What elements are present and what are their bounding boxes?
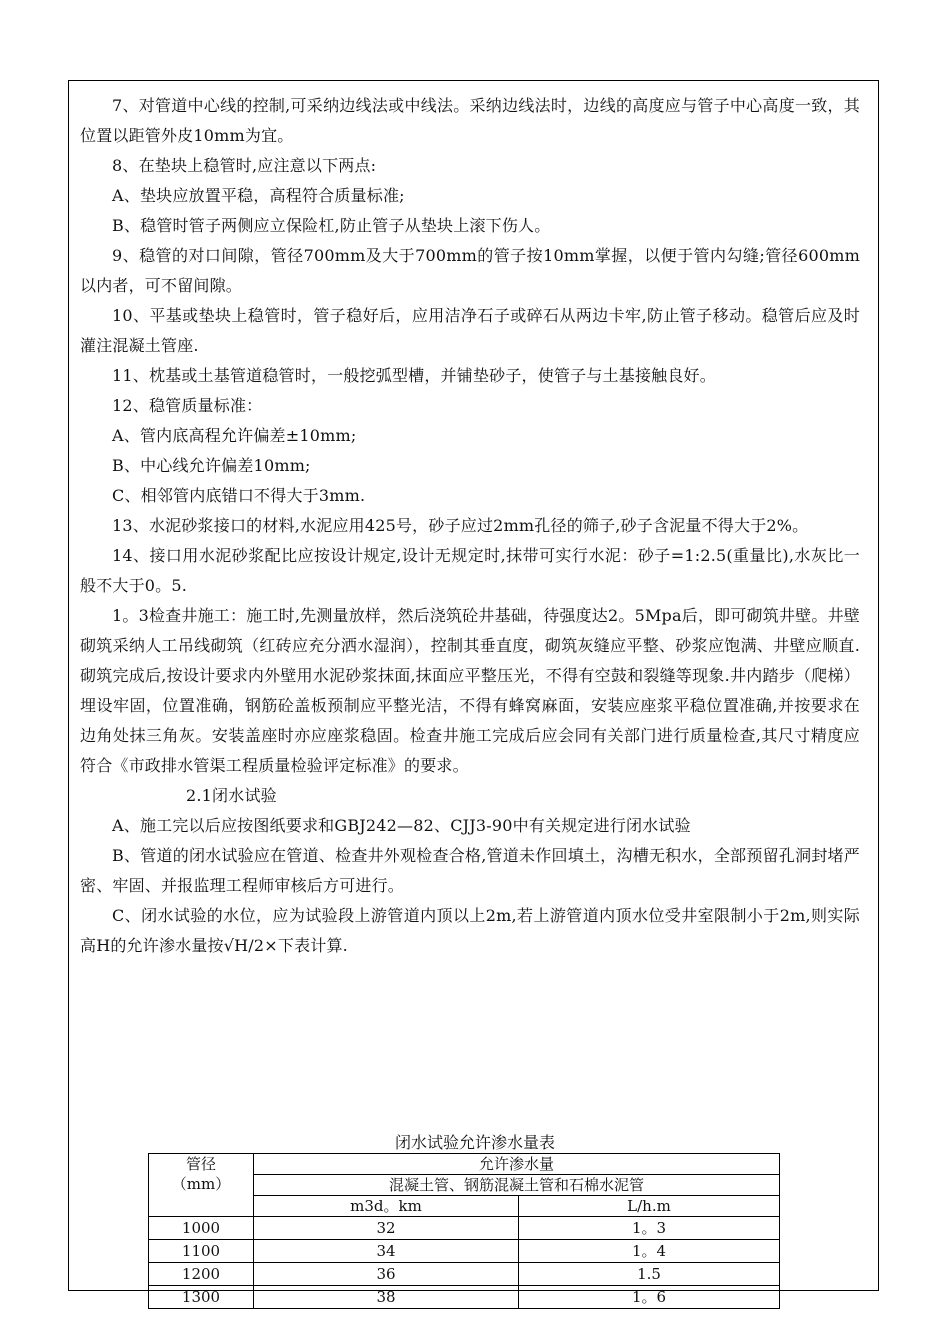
paragraph-8a: A、垫块应放置平稳，高程符合质量标准; <box>112 186 405 205</box>
table-cell-value-2: 1。4 <box>519 1240 780 1263</box>
header-diameter-cell <box>149 1154 254 1217</box>
table-cell-value-1: 36 <box>254 1263 519 1286</box>
seepage-table <box>148 1153 780 1309</box>
table-cell-value-2: 1。3 <box>519 1217 780 1240</box>
paragraph-13: 13、水泥砂浆接口的材料,水泥应用425号，砂子应过2mm孔径的筛子,砂子含泥量不得大于2%。 <box>112 516 809 535</box>
table-cell-diameter: 1100 <box>149 1240 254 1263</box>
table-cell-value-1: 34 <box>254 1240 519 1263</box>
table-cell-value-1: 32 <box>254 1217 519 1240</box>
header-diameter: 管径 <box>185 1155 216 1173</box>
paragraph-12: 12、稳管质量标准： <box>112 396 263 415</box>
paragraph-14: 14、接口用水泥砂浆配比应按设计规定,设计无规定时,抹带可实行水泥：砂子=1:2.5(重量比),水灰比一般不大于0。5. <box>80 546 860 595</box>
table-cell-value-1: 38 <box>254 1286 519 1309</box>
table-row <box>149 1263 780 1286</box>
table-row <box>149 1286 780 1309</box>
paragraph-2-1-b: B、管道的闭水试验应在管道、检查井外观检查合格,管道未作回填土，沟槽无积水，全部预留孔洞封堵严密、牢固、并报监理工程师审核后方可进行。 <box>80 846 860 895</box>
paragraph-12c: C、相邻管内底错口不得大于3mm. <box>112 486 366 505</box>
header-allowed: 允许渗水量 <box>254 1154 780 1175</box>
paragraph-12b: B、中心线允许偏差10mm; <box>112 456 311 475</box>
paragraph-8b: B、稳管时管子两侧应立保险杠,防止管子从垫块上滚下伤人。 <box>112 216 551 235</box>
table-cell-diameter: 1000 <box>149 1217 254 1240</box>
paragraph-10: 10、平基或垫块上稳管时，管子稳好后，应用洁净石子或碎石从两边卡牢,防止管子移动。稳管后应及时灌注混凝土管座. <box>80 306 860 355</box>
table-header-row-1 <box>149 1154 780 1175</box>
section-heading-2-1: 2.1闭水试验 <box>186 786 277 805</box>
paragraph-9: 9、稳管的对口间隙，管径700mm及大于700mm的管子按10mm掌握，以便于管内勾缝;管径600mm以内者，可不留间隙。 <box>80 246 860 295</box>
table-cell-diameter: 1300 <box>149 1286 254 1309</box>
table-cell-value-2: 1。6 <box>519 1286 780 1309</box>
paragraph-12a: A、管内底高程允许偏差±10mm; <box>112 426 357 445</box>
table-row <box>149 1217 780 1240</box>
paragraph-2-1-a: A、施工完以后应按图纸要求和GBJ242—82、CJJ3-90中有关规定进行闭水试验 <box>112 816 691 835</box>
paragraph-7: 7、对管道中心线的控制,可采纳边线法或中线法。采纳边线法时，边线的高度应与管子中心高度一致，其位置以距管外皮10mm为宜。 <box>80 96 860 145</box>
paragraph-1-3: 1。3检查井施工：施工时,先测量放样，然后浇筑砼井基础，待强度达2。5Mpa后，即可砌筑井壁。井壁砌筑采纳人工吊线砌筑（红砖应充分洒水湿润），控制其垂直度，砌筑灰缝应平整、砂浆应饱满、井壁应顺直.砌筑完成后,按设计要求内外壁用水泥砂浆抹面,抹面应平整压光，不得有空鼓和裂缝等现象.井内踏步（爬梯）埋设牢固，位置准确，钢筋砼盖板预制应平整光洁，不得有蜂窝麻面，安装应座浆平稳位置准确,并按要求在边角处抹三角灰。安装盖座时亦应座浆稳固。检查井施工完成后应会同有关部门进行质量检查,其尺寸精度应符合《市政排水管渠工程质量检验评定标准》的要求。 <box>80 606 860 775</box>
header-unit-1: m3d。km <box>254 1196 519 1217</box>
paragraph-2-1-c: C、闭水试验的水位，应为试验段上游管道内顶以上2m,若上游管道内顶水位受井室限制小于2m,则实际高H的允许渗水量按√H/2×下表计算. <box>80 906 860 955</box>
table-title: 闭水试验允许渗水量表 <box>394 1133 555 1152</box>
header-pipe-type: 混凝土管、钢筋混凝土管和石棉水泥管 <box>254 1175 780 1196</box>
table-row <box>149 1240 780 1263</box>
header-diameter-unit: （mm） <box>171 1175 231 1193</box>
table-cell-diameter: 1200 <box>149 1263 254 1286</box>
table-cell-value-2: 1.5 <box>519 1263 780 1286</box>
header-unit-2: L/h.m <box>519 1196 780 1217</box>
document-body <box>80 91 860 961</box>
paragraph-11: 11、枕基或土基管道稳管时，一般挖弧型槽，并铺垫砂子，使管子与土基接触良好。 <box>112 366 716 385</box>
paragraph-8: 8、在垫块上稳管时,应注意以下两点: <box>112 156 377 175</box>
